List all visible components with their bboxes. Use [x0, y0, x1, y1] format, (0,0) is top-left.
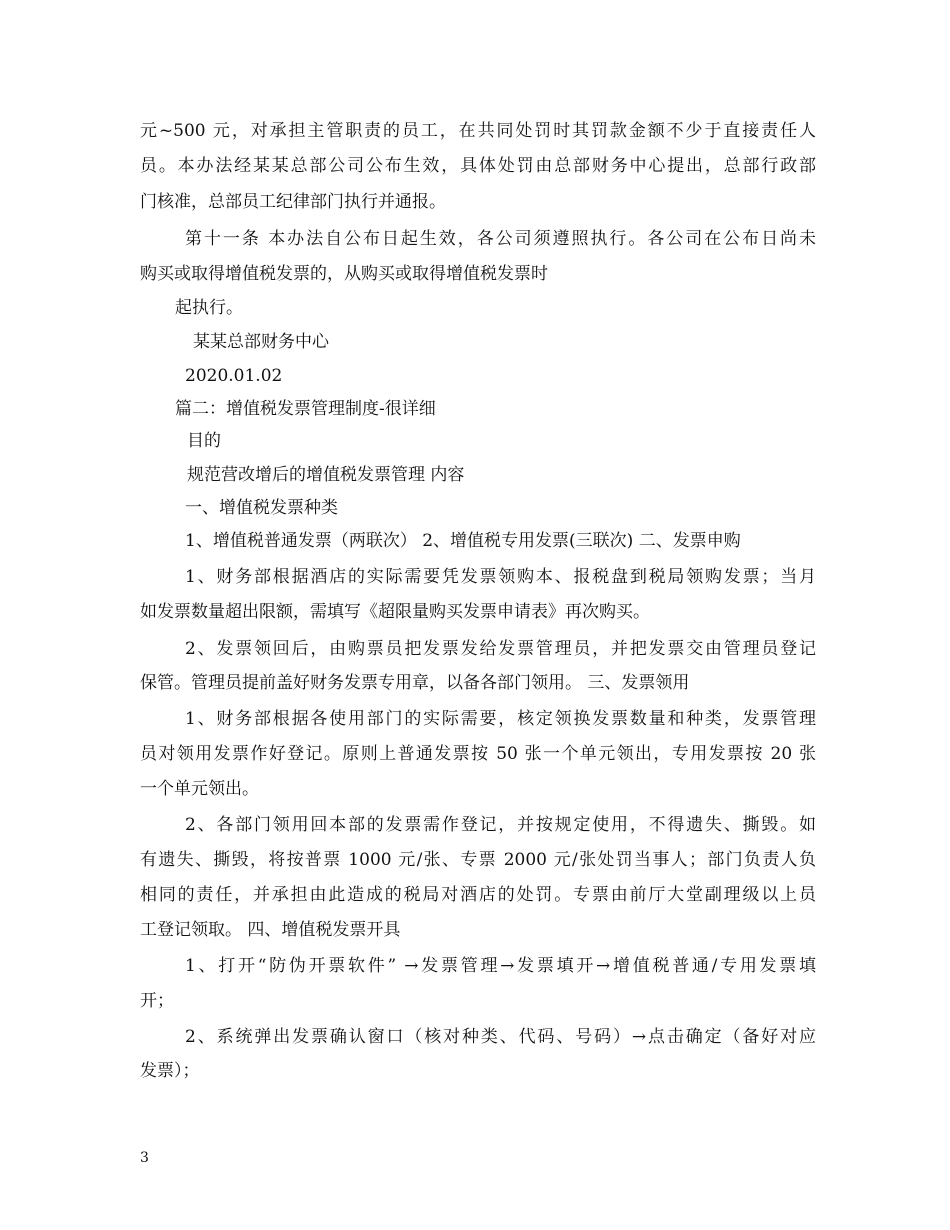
text-line: 元~500 元，对承担主管职责的员工，在共同处罚时其罚款金额不少于直接责任人: [140, 121, 816, 141]
text-line: 发票）；: [140, 1061, 200, 1081]
text-line: 2、系统弹出发票确认窗口（核对种类、代码、号码）→点击确定（备好对应: [185, 1027, 816, 1047]
text-line: 门核准，总部员工纪律部门执行并通报。: [140, 192, 446, 212]
text-line: 1、财务部根据酒店的实际需要凭发票领购本、报税盘到税局领购发票；当月: [185, 567, 816, 587]
signature-line: 某某总部财务中心: [193, 332, 329, 352]
text-line: 1、财务部根据各使用部门的实际需要，核定领换发票数量和种类，发票管理: [185, 709, 816, 729]
text-line: 2、发票领回后，由购票员把发票发给发票管理员，并把发票交由管理员登记: [185, 639, 816, 659]
text-line: 工登记领取。 四、增值税发票开具: [140, 920, 401, 940]
text-line: 购买或取得增值税发票的，从购买或取得增值税发票时: [140, 264, 548, 284]
text-line: 员。本办法经某某总部公司公布生效，具体处罚由总部财务中心提出，总部行政部: [140, 156, 816, 176]
text-line: 1、增值税普通发票（两联次） 2、增值税专用发票(三联次) 二、发票申购: [185, 531, 741, 551]
date-line: 2020.01.02: [185, 366, 283, 386]
text-line: 1、打开“防伪开票软件” →发票管理→发票填开→增值税普通/专用发票填: [185, 956, 816, 976]
text-line: 开；: [140, 991, 174, 1011]
text-line: 保管。管理员提前盖好财务发票专用章，以备各部门领用。 三、发票领用: [140, 673, 690, 693]
section-title: 篇二：增值税发票管理制度-很详细: [175, 399, 436, 419]
text-line: 一个单元领出。: [140, 779, 259, 799]
page-number: 3: [140, 1150, 149, 1166]
text-line: 一、增值税发票种类: [185, 498, 338, 518]
text-line: 相同的责任，并承担由此造成的税局对酒店的处罚。专票由前厅大堂副理级以上员: [140, 885, 816, 905]
text-line: 规范营改增后的增值税发票管理 内容: [187, 465, 465, 485]
text-line: 员对领用发票作好登记。原则上普通发票按 50 张一个单元领出，专用发票按 20 张: [140, 744, 816, 764]
text-line: 第十一条 本办法自公布日起生效，各公司须遵照执行。各公司在公布日尚未: [185, 229, 816, 249]
text-line: 如发票数量超出限额，需填写《超限量购买发票申请表》再次购买。: [140, 602, 650, 622]
text-line: 目的: [187, 431, 221, 451]
text-line: 有遗失、撕毁，将按普票 1000 元/张、专票 2000 元/张处罚当事人；部门负责人负: [140, 850, 816, 870]
text-line: 起执行。: [175, 298, 243, 318]
text-line: 2、各部门领用回本部的发票需作登记，并按规定使用，不得遗失、撕毁。如: [185, 815, 816, 835]
